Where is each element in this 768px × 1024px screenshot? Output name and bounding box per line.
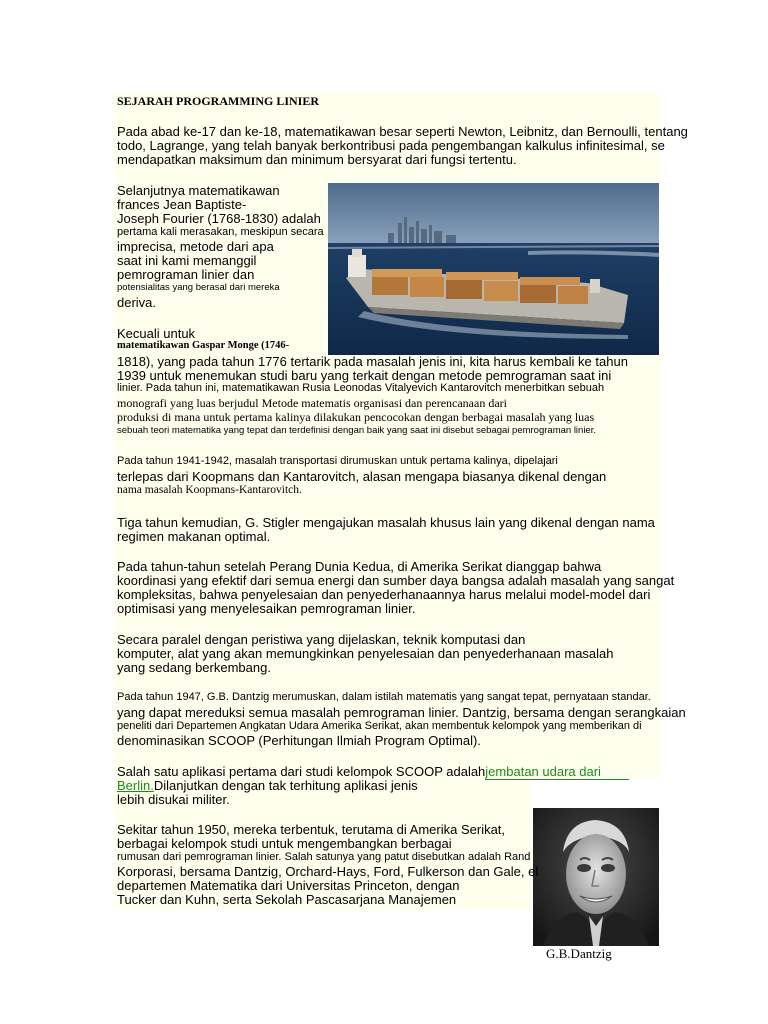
p4-line-3: nama masalah Koopmans-Kantarovitch.	[117, 484, 302, 496]
p2-line-8: potensialitas yang berasal dari mereka	[117, 282, 280, 293]
cargo-ship-photo	[328, 183, 659, 355]
p2-line-9: deriva.	[117, 295, 157, 310]
p3-line-8: sebuah teori matematika yang tepat dan terdefinisi dengan baik yang saat ini disebut sebagai pemrograman linier.	[117, 425, 596, 436]
p7-line-1: Secara paralel dengan peristiwa yang dijelaskan, teknik komputasi dan	[117, 632, 526, 647]
portrait-caption: G.B.Dantzig	[546, 946, 612, 961]
p2-line-3: Joseph Fourier (1768-1830) adalah	[117, 211, 321, 226]
p3-line-2: matematikawan Gaspar Monge (1746-	[117, 340, 290, 351]
p9-text-after-link: Dilanjutkan dengan tak terhitung aplikasi jenis	[153, 778, 418, 793]
berlin-link[interactable]: Berlin.	[117, 778, 154, 793]
p6-line-1: Pada tahun-tahun setelah Perang Dunia Kedua, di Amerika Serikat dianggap bahwa	[117, 559, 602, 574]
p3-line-7: produksi di mana untuk pertama kalinya dilakukan pencocokan dengan berbagai masalah yang luas	[117, 410, 595, 424]
p5-line-1: Tiga tahun kemudian, G. Stigler mengajukan masalah khusus lain yang dikenal dengan nama	[117, 515, 655, 530]
page-title: SEJARAH PROGRAMMING LINIER	[117, 94, 320, 108]
p10-line-6: Tucker dan Kuhn, serta Sekolah Pascasarjana Manajemen	[117, 892, 457, 907]
dantzig-portrait-photo	[533, 808, 659, 946]
p1-line-3: mendapatkan maksimum dan minimum bersyarat dari fungsi tertentu.	[117, 152, 517, 167]
p9-line-3: lebih disukai militer.	[117, 792, 230, 807]
p10-line-1: Sekitar tahun 1950, mereka terbentuk, terutama di Amerika Serikat,	[117, 822, 506, 837]
p3-line-6: monografi yang luas berjudul Metode matematis organisasi dan perencanaan dari	[117, 396, 507, 410]
p3-line-4: 1939 untuk menemukan studi baru yang terkait dengan metode pemrograman saat ini	[117, 368, 612, 383]
p7-line-2: komputer, alat yang akan memungkinkan penyelesaian dan penyederhanaan masalah	[117, 646, 614, 661]
p10-line-4: Korporasi, bersama Dantzig, Orchard-Hays, Ford, Fulkerson dan Gale, el	[117, 864, 539, 879]
p3-line-1: Kecuali untuk	[117, 326, 196, 341]
p6-line-4: optimisasi yang menyelesaikan pemrograman linier.	[117, 601, 416, 616]
p9-line-1	[117, 765, 629, 778]
p2-line-7: pemrograman linier dan	[117, 267, 255, 282]
p3-line-3: 1818), yang pada tahun 1776 tertarik pada masalah jenis ini, kita harus kembali ke tahun	[117, 354, 628, 369]
p2-line-2: frances Jean Baptiste-	[117, 197, 247, 212]
p1-line-1: Pada abad ke-17 dan ke-18, matematikawan besar seperti Newton, Leibnitz, dan Bernoulli, tentang	[117, 124, 688, 139]
p2-line-4: pertama kali merasakan, meskipun secara	[117, 226, 324, 238]
berlin-airlift-link[interactable]: jembatan udara dari	[485, 764, 629, 780]
p2-line-6: saat ini kami memanggil	[117, 253, 257, 268]
p10-line-5: departemen Matematika dari Universitas Princeton, dengan	[117, 878, 460, 893]
p8-line-3: peneliti dari Departemen Angkatan Udara Amerika Serikat, akan membentuk kelompok yang memberikan di	[117, 720, 642, 732]
p2-line-5: imprecisa, metode dari apa	[117, 239, 274, 254]
p4-line-1: Pada tahun 1941-1942, masalah transportasi dirumuskan untuk pertama kalinya, dipelajari	[117, 455, 558, 467]
p8-line-1: Pada tahun 1947, G.B. Dantzig merumuskan, dalam istilah matematis yang sangat tepat, pernyataan standar.	[117, 691, 651, 703]
p2-line-1: Selanjutnya matematikawan	[117, 183, 280, 198]
p5-line-2: regimen makanan optimal.	[117, 529, 271, 544]
p9-line-2	[117, 779, 418, 792]
p6-line-2: koordinasi yang efektif dari semua energi dan sumber daya bangsa adalah masalah yang sangat	[117, 573, 675, 588]
p10-line-2: berbagai kelompok studi untuk mengembangkan berbagai	[117, 836, 452, 851]
p7-line-3: yang sedang berkembang.	[117, 660, 271, 675]
p8-line-4: denominasikan SCOOP (Perhitungan Ilmiah Program Optimal).	[117, 733, 481, 748]
p9-text-before-link: Salah satu aplikasi pertama dari studi kelompok SCOOP adalah	[117, 764, 486, 779]
p6-line-3: kompleksitas, bahwa penyelesaian dan penyederhanaannya harus melalui model-model dari	[117, 587, 651, 602]
p4-line-2: terlepas dari Koopmans dan Kantarovitch, alasan mengapa biasanya dikenal dengan	[117, 469, 607, 484]
p1-line-2: todo, Lagrange, yang telah banyak berkontribusi pada pengembangan kalkulus infinitesimal, se	[117, 138, 665, 153]
p8-line-2: yang dapat mereduksi semua masalah pemrograman linier. Dantzig, bersama dengan serangkaian	[117, 705, 686, 720]
p3-line-5: linier. Pada tahun ini, matematikawan Rusia Leonodas Vitalyevich Kantarovitch menerbitkan sebuah	[117, 382, 605, 394]
p10-line-3: rumusan dari pemrograman linier. Salah satunya yang patut disebutkan adalah Rand	[117, 851, 531, 863]
